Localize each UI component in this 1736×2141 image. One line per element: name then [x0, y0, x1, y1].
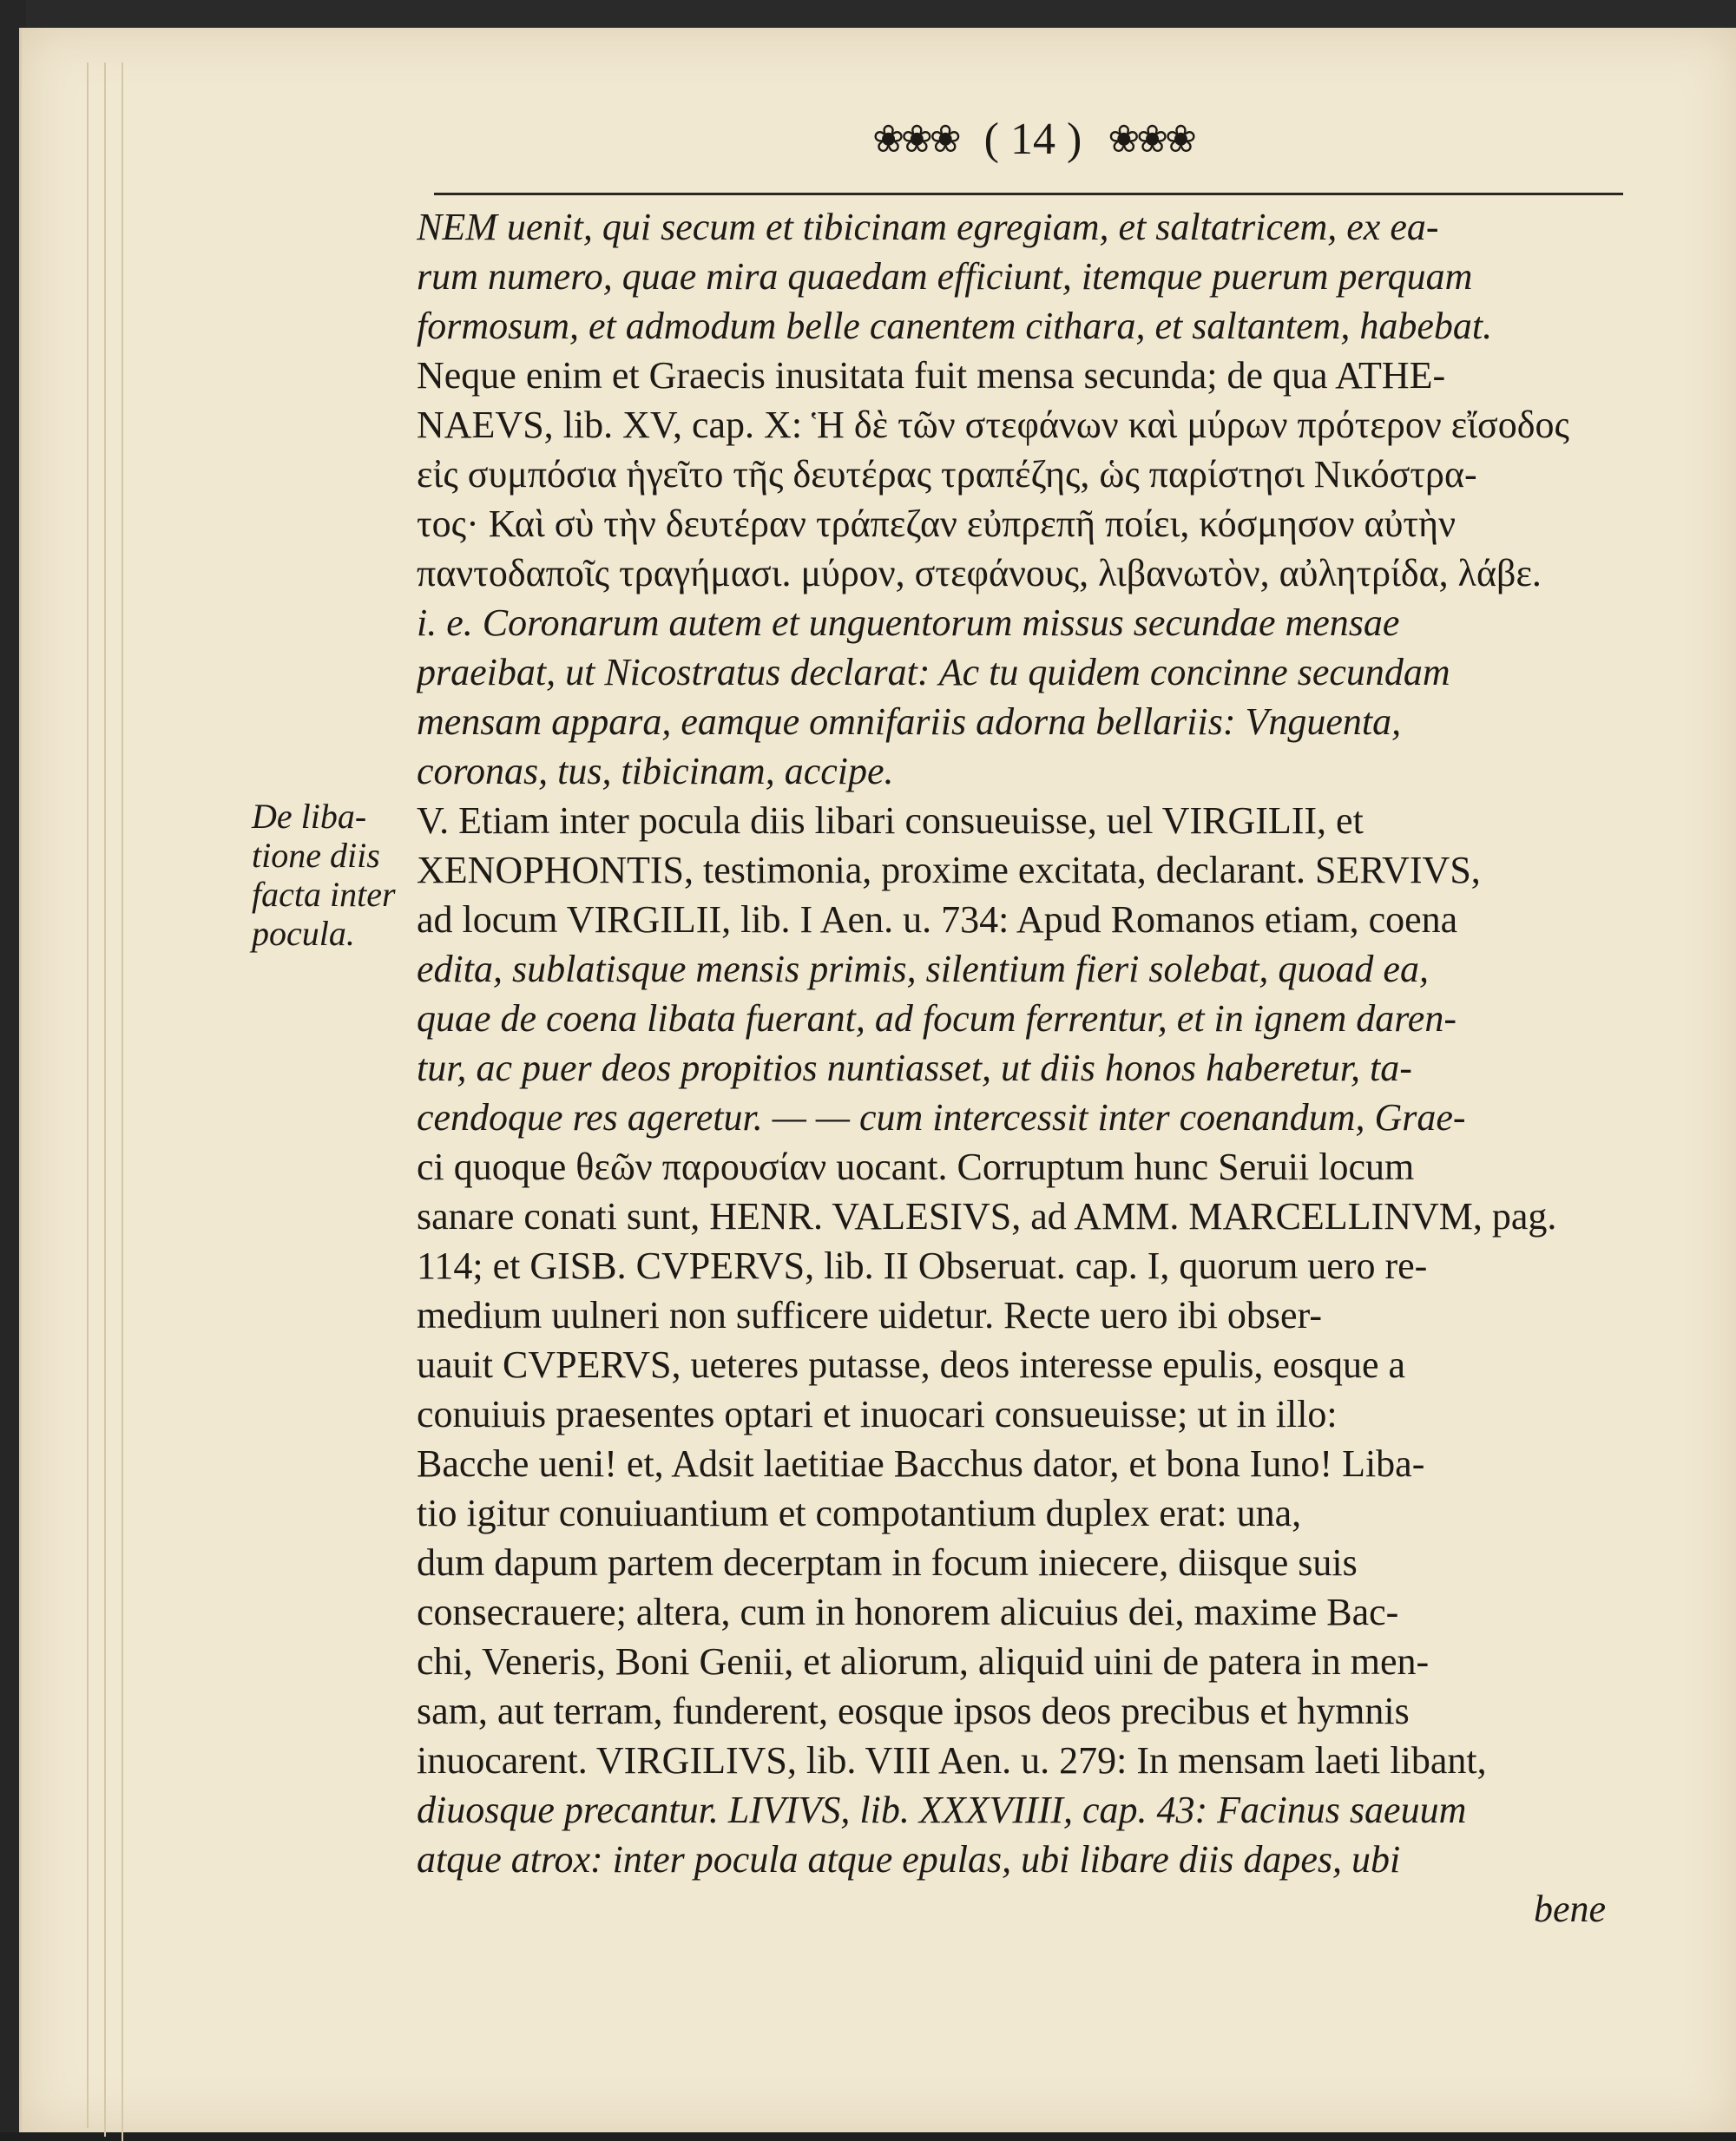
margin-note-line: tione diis: [252, 836, 380, 875]
page-edge-line: [87, 62, 89, 2128]
text-line: quae de coena libata fuerant, ad focum ferrentur, et in ignem daren-: [417, 997, 1457, 1040]
text-line: medium uulneri non sufficere uidetur. Recte uero ibi obser-: [417, 1294, 1323, 1336]
page-edge-line: [104, 62, 106, 2137]
page-edge-line: [122, 62, 123, 2141]
text-line: εἰς συμπόσια ἡγεῖτο τῆς δευτέρας τραπέζης, ὡς παρίστησι Νικόστρα-: [417, 453, 1477, 496]
text-line: i. e. Coronarum autem et unguentorum missus secundae mensae: [417, 601, 1400, 644]
margin-note-line: De liba-: [252, 797, 367, 836]
text-line: 114; et GISB. CVPERVS, lib. II Obseruat. cap. I, quorum uero re-: [417, 1245, 1428, 1287]
text-line: cendoque res ageretur. — — cum intercessit inter coenandum, Grae-: [417, 1096, 1466, 1139]
text-line: παντοδαποῖς τραγήμασι. μύρον, στεφάνους, λιβανωτὸν, αὐλητρίδα, λάβε.: [417, 552, 1542, 594]
text-line: sam, aut terram, funderent, eosque ipsos deos precibus et hymnis: [417, 1690, 1410, 1732]
text-line: Neque enim et Graecis inusitata fuit mensa secunda; de qua ATHE-: [417, 354, 1446, 397]
text-line: inuocarent. VIRGILIVS, lib. VIII Aen. u. 279: In mensam laeti libant,: [417, 1739, 1487, 1782]
text-line: rum numero, quae mira quaedam efficiunt, itemque puerum perquam: [417, 255, 1473, 298]
text-line: ci quoque θεῶν παρουσίαν uocant. Corruptum hunc Seruii locum: [417, 1146, 1415, 1188]
text-line: chi, Veneris, Boni Genii, et aliorum, aliquid uini de patera in men-: [417, 1640, 1430, 1683]
text-line: ad locum VIRGILII, lib. I Aen. u. 734: Apud Romanos etiam, coena: [417, 898, 1458, 941]
margin-note-line: pocula.: [252, 914, 355, 953]
text-line: V. Etiam inter pocula diis libari consueuisse, uel VIRGILII, et: [417, 799, 1364, 842]
catchword: bene: [1533, 1888, 1606, 1930]
text-line: tio igitur conuiuantium et compotantium duplex erat: una,: [417, 1492, 1302, 1534]
text-line: NAEVS, lib. XV, cap. X: Ἡ δὲ τῶν στεφάνων καὶ μύρων πρότερον εἴσοδος: [417, 404, 1569, 446]
text-line: conuiuis praesentes optari et inuocari consueuisse; ut in illo:: [417, 1393, 1338, 1435]
text-line: formosum, et admodum belle canentem cithara, et saltantem, habebat.: [417, 305, 1493, 347]
text-line: consecrauere; altera, cum in honorem alicuius dei, maxime Bac-: [417, 1591, 1399, 1633]
text-line: diuosque precantur. LIVIVS, lib. XXXVIIII, cap. 43: Facinus saeuum: [417, 1789, 1467, 1831]
header-ornament-left: ❀❀❀: [872, 116, 958, 161]
page-header: [833, 104, 1233, 174]
text-line: mensam appara, eamque omnifariis adorna bellariis: Vnguenta,: [417, 700, 1402, 743]
text-line: tur, ac puer deos propitios nuntiasset, ut diis honos haberetur, ta-: [417, 1047, 1412, 1089]
text-line: sanare conati sunt, HENR. VALESIVS, ad AMM. MARCELLINVM, pag.: [417, 1195, 1557, 1238]
text-line: edita, sublatisque mensis primis, silentium fieri solebat, quoad ea,: [417, 948, 1429, 990]
header-ornament-right: ❀❀❀: [1108, 116, 1194, 161]
text-line: τος· Καὶ σὺ τὴν δευτέραν τράπεζαν εὐπρεπῆ ποίει, κόσμησον αὐτὴν: [417, 502, 1456, 545]
text-line: NEM uenit, qui secum et tibicinam egregiam, et saltatricem, ex ea-: [417, 206, 1439, 248]
text-line: uauit CVPERVS, ueteres putasse, deos interesse epulis, eosque a: [417, 1343, 1406, 1386]
text-line: dum dapum partem decerptam in focum iniecere, diisque suis: [417, 1541, 1358, 1584]
header-rule: [434, 193, 1623, 195]
text-line: praeibat, ut Nicostratus declarat: Ac tu quidem concinne secundam: [417, 651, 1450, 693]
margin-note: [252, 797, 425, 953]
text-line: Bacche ueni! et, Adsit laetitiae Bacchus dator, et bona Iuno! Liba-: [417, 1442, 1425, 1485]
scan-border-top: [0, 0, 1736, 28]
page-number: ( 14 ): [983, 114, 1082, 164]
text-line: atque atrox: inter pocula atque epulas, ubi libare diis dapes, ubi: [417, 1838, 1401, 1881]
text-line: XENOPHONTIS, testimonia, proxime excitata, declarant. SERVIVS,: [417, 849, 1481, 891]
body-text: [417, 202, 1606, 1934]
text-line: coronas, tus, tibicinam, accipe.: [417, 750, 894, 792]
margin-note-line: facta inter: [252, 875, 396, 914]
